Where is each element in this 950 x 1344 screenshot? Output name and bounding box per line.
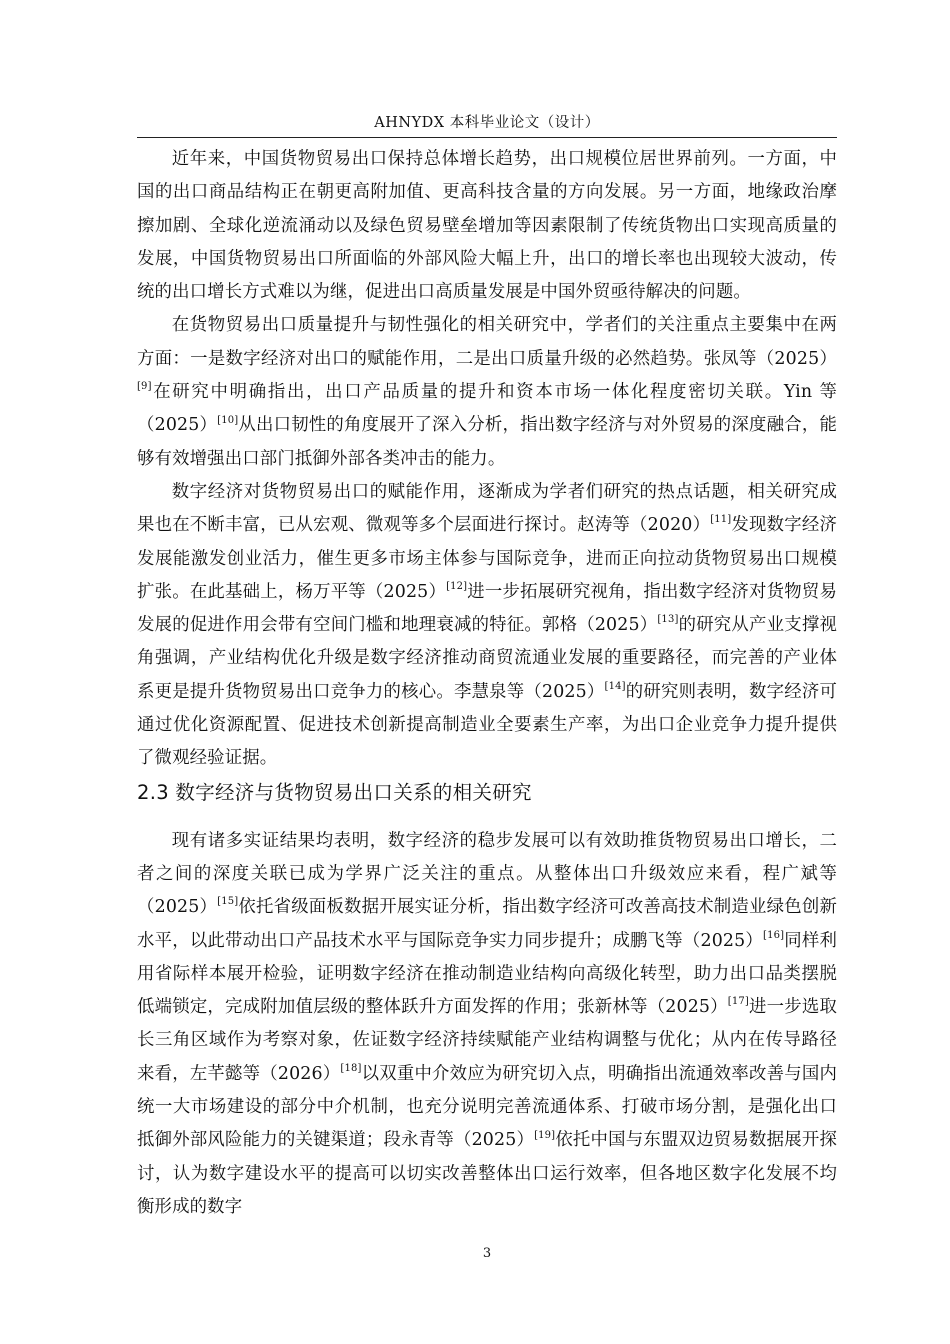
section-heading-2-3: 2.3 数字经济与货物贸易出口关系的相关研究 (137, 780, 532, 804)
citation-15: [15] (217, 896, 239, 908)
paragraph-3 (137, 476, 837, 776)
paragraph-text: 以双重中介效应为研究切入点，明确指出流通效率改善与国内统一大市场建设的部分中介机制，也充分说明完善流通体系、打破市场分割，是强化出口抵御外部风险能力的关键渠道；段永青等（2025） (137, 1063, 837, 1151)
citation-13: [13] (657, 614, 679, 626)
paragraph-text: 数字经济对货物贸易出口的赋能作用，逐渐成为学者们研究的热点话题，相关研究成果也在不断丰富，已从宏观、微观等多个层面进行探讨。赵涛等（2020） (137, 481, 837, 536)
citation-11: [11] (710, 514, 732, 526)
paragraph-text: 发现数字经济发展能激发创业活力，催生更多市场主体参与国际竞争，进而正向拉动货物贸易出口规模扩张。在此基础上，杨万平等（2025） (137, 515, 837, 602)
paragraph-text: 依托中国与东盟双边贸易数据展开探讨，认为数字建设水平的提高可以切实改善整体出口运行效率，但各地区数字化发展不均衡形成的数字 (137, 1130, 837, 1217)
page-number: 3 (482, 1246, 492, 1261)
paragraph-text: 在货物贸易出口质量提升与韧性强化的相关研究中，学者们的关注重点主要集中在两方面：一是数字经济对出口的赋能作用，二是出口质量升级的必然趋势。张凤等（2025） (137, 315, 837, 369)
body-text (137, 143, 837, 1224)
paragraph-4 (137, 825, 837, 1225)
paragraph-text: 的研究则表明，数字经济可通过优化资源配置、促进技术创新提高制造业全要素生产率，为出口企业竞争力提升提供了微观经验证据。 (137, 681, 837, 769)
paragraph-text: 的研究从产业支撑视角强调，产业结构优化升级是数字经济推动商贸流通业发展的重要路径，而完善的产业体系更是提升货物贸易出口竞争力的核心。李慧泉等（2025） (137, 615, 837, 702)
paragraph-text: 同样利用省际样本展开检验，证明数字经济在推动制造业结构向高级化转型，助力出口品类摆脱低端锁定，完成附加值层级的整体跃升方面发挥的作用；张新林等（2025） (137, 930, 837, 1018)
header-divider (137, 137, 837, 138)
citation-18: [18] (340, 1062, 362, 1074)
paragraph-text: 在研究中明确指出，出口产品质量的提升和资本市场一体化程度密切关联。Yin 等（2025） (137, 382, 837, 436)
paragraph-text: 现有诸多实证结果均表明，数字经济的稳步发展可以有效助推货物贸易出口增长，二者之间的深度关联已成为学界广泛关注的重点。从整体出口升级效应来看，程广斌等（2025） (137, 830, 837, 918)
paragraph-text: 从出口韧性的角度展开了深入分析，指出数字经济与对外贸易的深度融合，能够有效增强出口部门抵御外部各类冲击的能力。 (137, 415, 837, 469)
page-header-title: AHNYDX 本科毕业论文（设计） (374, 115, 600, 131)
paragraph-text: 进一步拓展研究视角，指出数字经济对货物贸易发展的促进作用会带有空间门槛和地理衰减的特征。郭格（2025） (137, 581, 838, 636)
paragraph-text: 近年来，中国货物贸易出口保持总体增长趋势，出口规模位居世界前列。一方面，中国的出口商品结构正在朝更高附加值、更高科技含量的方向发展。另一方面，地缘政治摩擦加剧、全球化逆流涌动以及绿色贸易壁垒增加等因素限制了传统货物出口实现高质量的发展，中国货物贸易出口所面临的外部风险大幅上升，出口的增长率也出现较大波动，传统的出口增长方式难以为继，促进出口高质量发展是中国外贸亟待解决的问题。 (137, 149, 837, 303)
citation-14: [14] (604, 680, 626, 692)
paragraph-text: 依托省级面板数据开展实证分析，指出数字经济可改善高技术制造业绿色创新水平，以此带动出口产品技术水平与国际竞争实力同步提升；成鹏飞等（2025） (137, 897, 837, 951)
citation-19: [19] (534, 1129, 556, 1141)
citation-16: [16] (763, 929, 785, 941)
citation-9: [9] (137, 381, 152, 393)
paragraph-text: 进一步选取长三角区域作为考察对象，佐证数字经济持续赋能产业结构调整与优化；从内在传导路径来看，左芊懿等（2026） (137, 997, 837, 1084)
paragraph-2 (137, 309, 837, 475)
citation-10: [10] (217, 414, 239, 426)
paragraph-1 (137, 143, 837, 309)
citation-12: [12] (446, 581, 468, 593)
citation-17: [17] (727, 996, 749, 1008)
